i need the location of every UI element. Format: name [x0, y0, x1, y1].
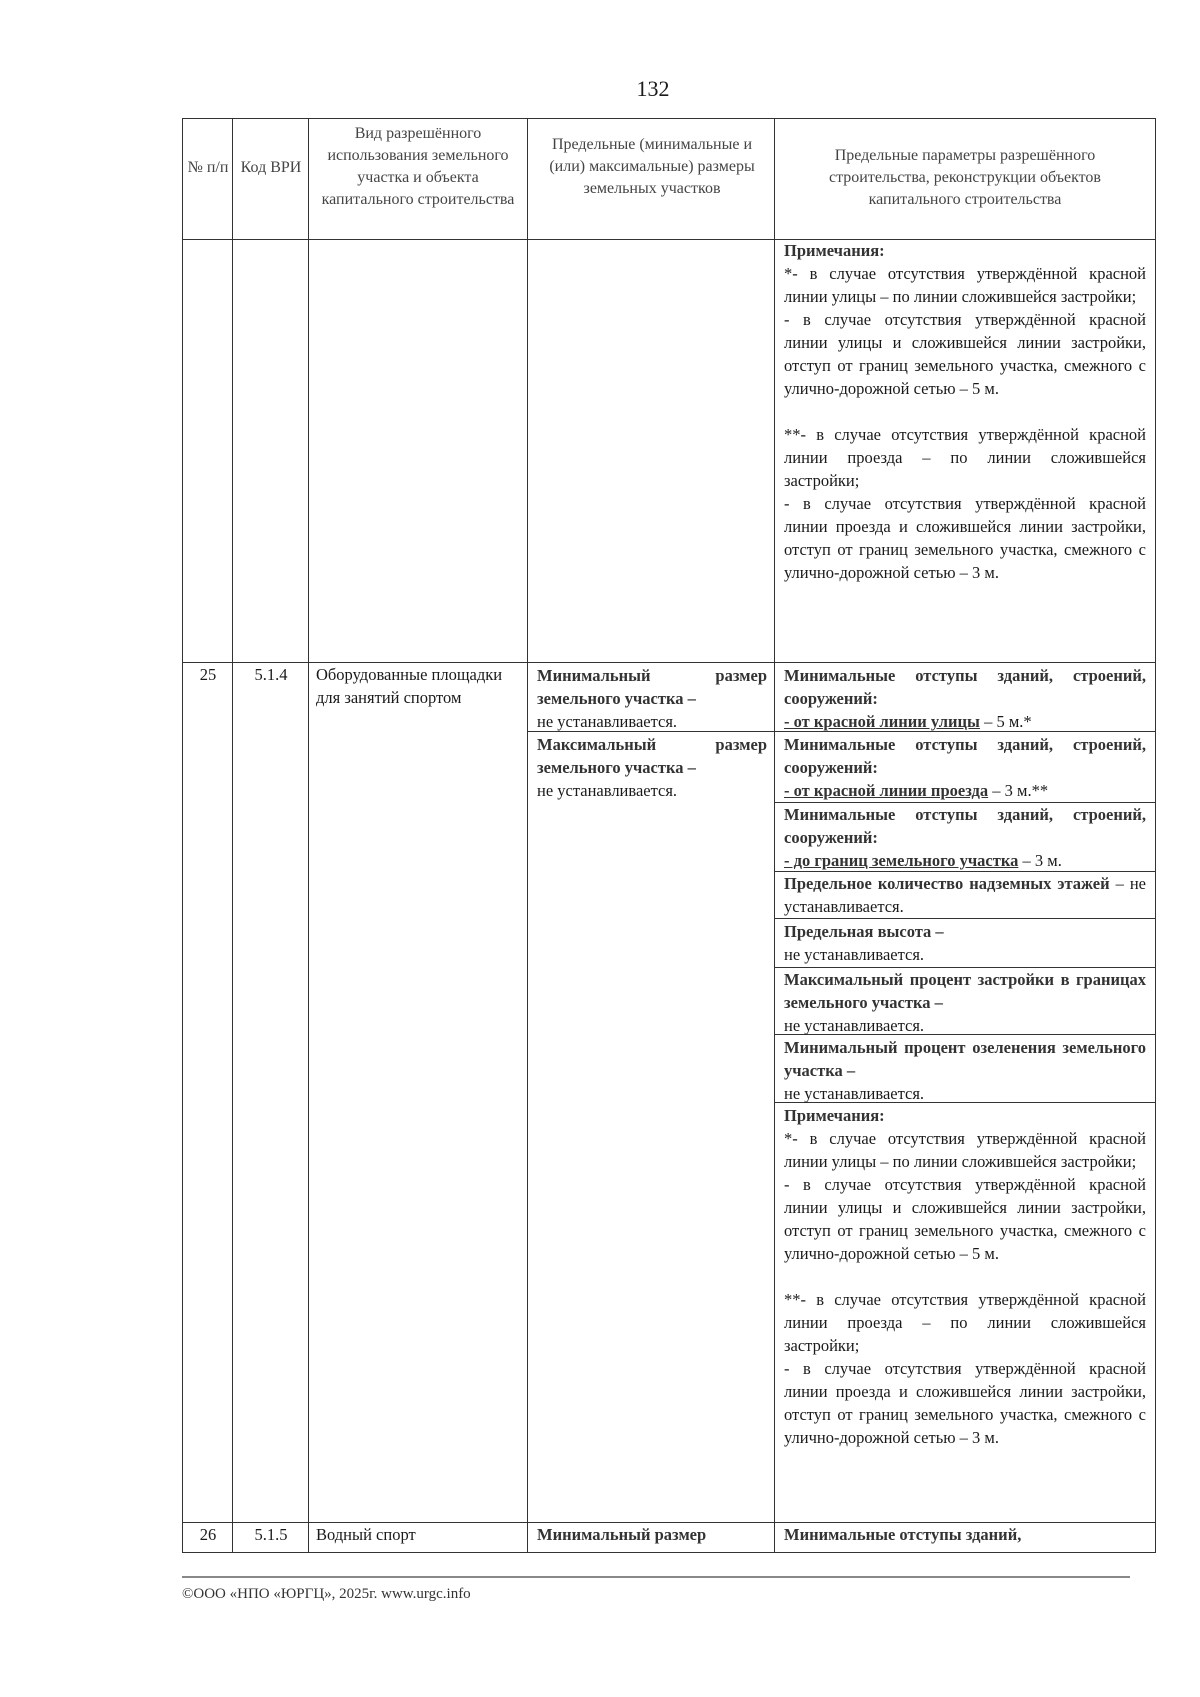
row-use-name: Оборудованные площадки для занятий спортом — [316, 665, 503, 707]
param-setback: Минимальные отступы зданий, — [784, 1525, 1022, 1544]
column-divider — [774, 119, 775, 1552]
note-text: - в случае отсутствия утверждённой красной линии проезда и сложившейся линии застройки, отступ от границ земельного участка, смежного с улично-дорожной сетью – 3 м. — [784, 494, 1146, 582]
header-number: № п/п — [187, 159, 229, 176]
row-divider — [774, 918, 1155, 919]
param-setback-street: Минимальные отступы зданий, строений, сооружений: - от красной линии улицы – 5 м.* — [784, 666, 1146, 731]
row-number: 25 — [199, 665, 217, 684]
row-code: 5.1.4 — [254, 665, 288, 684]
param-height: Предельная высота – не устанавливается. — [784, 922, 944, 964]
row-notes — [784, 1104, 1146, 1449]
header-use-type: Вид разрешённого использования земельного участка и объекта капитального строительства — [321, 125, 515, 208]
notes-title: Примечания: — [784, 241, 885, 260]
note-text: **- в случае отсутствия утверждённой красной линии проезда – по линии сложившейся застройки; — [784, 425, 1146, 490]
param-setback-driveway: Минимальные отступы зданий, строений, сооружений: - от красной линии проезда – 3 м.** — [784, 735, 1146, 800]
max-plot-size: Максимальный размер земельного участка – не устанавливается. — [537, 735, 767, 800]
row-code: 5.1.5 — [254, 1525, 288, 1544]
note-text: *- в случае отсутствия утверждённой красной линии улицы – по линии сложившейся застройки; — [784, 1129, 1146, 1171]
row-use-name: Водный спорт — [316, 1525, 416, 1544]
param-floors: Предельное количество надземных этажей – не устанавливается. — [784, 874, 1146, 916]
param-landscaping: Минимальный процент озеленения земельного участка – не устанавливается. — [784, 1038, 1146, 1103]
column-divider — [527, 119, 528, 1552]
note-text: - в случае отсутствия утверждённой красной линии улицы и сложившейся линии застройки, отступ от границ земельного участка, смежного с улично-дорожной сетью – 5 м. — [784, 1175, 1146, 1263]
column-divider — [308, 119, 309, 1552]
header-code: Код ВРИ — [240, 159, 302, 176]
header-plot-size: Предельные (минимальные и (или) максимальные) размеры земельных участков — [549, 136, 755, 197]
min-plot-size: Минимальный размер — [537, 1525, 707, 1544]
param-building-coverage: Максимальный процент застройки в границах земельного участка – не устанавливается. — [784, 970, 1146, 1035]
previous-row-notes — [784, 239, 1146, 584]
regulations-table — [182, 118, 1156, 1553]
note-text: *- в случае отсутствия утверждённой красной линии улицы – по линии сложившейся застройки; — [784, 264, 1146, 306]
footer-copyright: ©ООО «НПО «ЮРГЦ», 2025г. www.urgc.info — [182, 1586, 471, 1602]
min-plot-size: Минимальный размер земельного участка – не устанавливается. — [537, 666, 767, 731]
note-text: **- в случае отсутствия утверждённой красной линии проезда – по линии сложившейся застройки; — [784, 1290, 1146, 1355]
notes-title: Примечания: — [784, 1106, 885, 1125]
header-parameters: Предельные параметры разрешённого строительства, реконструкции объектов капитального строительства — [829, 147, 1101, 208]
column-divider — [232, 119, 233, 1552]
footer-divider — [182, 1576, 1130, 1578]
row-number: 26 — [199, 1525, 217, 1544]
note-text: - в случае отсутствия утверждённой красной линии улицы и сложившейся линии застройки, отступ от границ земельного участка, смежного с улично-дорожной сетью – 5 м. — [784, 310, 1146, 398]
page-number: 132 — [636, 76, 670, 101]
note-text: - в случае отсутствия утверждённой красной линии проезда и сложившейся линии застройки, отступ от границ земельного участка, смежного с улично-дорожной сетью – 3 м. — [784, 1359, 1146, 1447]
param-setback-boundary: Минимальные отступы зданий, строений, сооружений: - до границ земельного участка – 3 м. — [784, 805, 1146, 870]
